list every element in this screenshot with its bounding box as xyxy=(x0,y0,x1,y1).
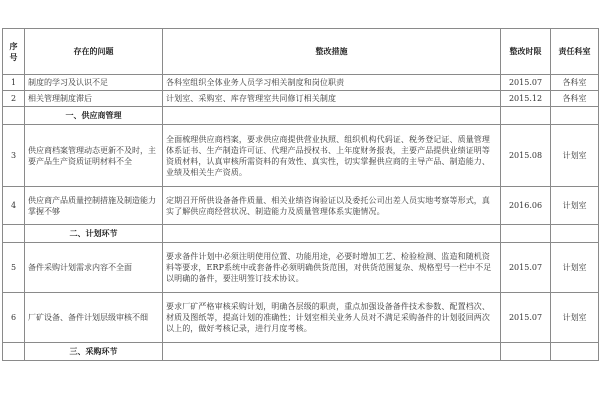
header-no: 序号 xyxy=(3,29,25,75)
rectification-table xyxy=(2,28,599,361)
table-row xyxy=(3,293,599,343)
row-no: 1 xyxy=(3,75,25,91)
section-title: 一、供应商管理 xyxy=(25,107,163,125)
row-no: 2 xyxy=(3,91,25,107)
section-row xyxy=(3,225,599,243)
header-issue: 存在的问题 xyxy=(25,29,163,75)
row-issue: 供应商档案管理动态更新不及时，主要产品生产资质证明材料不全 xyxy=(25,125,163,187)
header-dept: 责任科室 xyxy=(551,29,599,75)
row-dept: 计划室 xyxy=(551,293,599,343)
header-deadline: 整改时限 xyxy=(501,29,551,75)
row-issue: 相关管理制度滞后 xyxy=(25,91,163,107)
row-deadline: 2015.07 xyxy=(501,243,551,293)
row-dept: 计划室 xyxy=(551,125,599,187)
row-issue: 备件采购计划需求内容不全面 xyxy=(25,243,163,293)
row-deadline: 2015.07 xyxy=(501,293,551,343)
row-dept: 计划室 xyxy=(551,243,599,293)
row-measure: 定期召开所供设备备件质量、相关业绩咨询验证以及委托公司出差人员实地考察等形式，真实了解供应商经营状况、制造能力及质量管理体系实施情况。 xyxy=(163,187,501,225)
table-row xyxy=(3,75,599,91)
section-title: 三、采购环节 xyxy=(25,343,163,361)
section-title: 二、计划环节 xyxy=(25,225,163,243)
row-issue: 供应商产品质量控制措施及制造能力掌握不够 xyxy=(25,187,163,225)
row-measure: 全面梳理供应商档案，要求供应商提供营业执照、组织机构代码证、税务登记证、质量管理体系证书、生产制造许可证、代理产品授权书、上年度财务报表，主要产品提供业绩证明等资质材料，认真审核所需资料的有效性、真实性，切实掌握供应商的主导产品、制造能力、业绩及相关生产资质。 xyxy=(163,125,501,187)
row-dept: 各科室 xyxy=(551,91,599,107)
row-deadline: 2015.07 xyxy=(501,75,551,91)
table-row xyxy=(3,125,599,187)
row-measure: 要求厂矿严格审核采购计划，明确各层级的职责，重点加强设备备件技术参数、配置档次、材质及图纸等，提高计划的准确性；计划室相关业务人员对不满足采购备件的计划驳回两次以上的，做好考核记录，进行月度考核。 xyxy=(163,293,501,343)
section-row xyxy=(3,343,599,361)
table-row xyxy=(3,91,599,107)
table-header-row xyxy=(3,29,599,75)
row-no: 4 xyxy=(3,187,25,225)
row-deadline: 2015.12 xyxy=(501,91,551,107)
row-dept: 各科室 xyxy=(551,75,599,91)
row-deadline: 2016.06 xyxy=(501,187,551,225)
row-no: 6 xyxy=(3,293,25,343)
table-row xyxy=(3,187,599,225)
row-no: 5 xyxy=(3,243,25,293)
row-measure: 各科室组织全体业务人员学习相关制度和岗位职责 xyxy=(163,75,501,91)
row-issue: 厂矿设备、备件计划层级审核不细 xyxy=(25,293,163,343)
row-issue: 制度的学习及认识不足 xyxy=(25,75,163,91)
table-row xyxy=(3,243,599,293)
header-measure: 整改措施 xyxy=(163,29,501,75)
row-no: 3 xyxy=(3,125,25,187)
row-dept: 计划室 xyxy=(551,187,599,225)
row-measure: 要求备件计划中必须注明使用位置、功能用途，必要时增加工艺、检验检测、监造和随机资料等要求，ERP系统中或套备件必须明确供货范围，对供货范围复杂、规格型号一栏中不足以明确的备件，要注明签订技术协议。 xyxy=(163,243,501,293)
section-row xyxy=(3,107,599,125)
row-measure: 计划室、采购室、库存管理室共同修订相关制度 xyxy=(163,91,501,107)
row-deadline: 2015.08 xyxy=(501,125,551,187)
